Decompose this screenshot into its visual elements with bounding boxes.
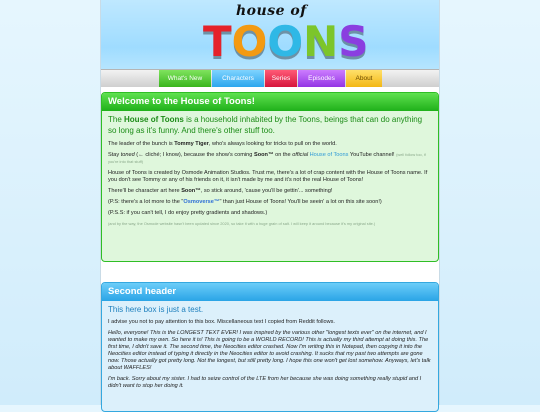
logo-letter: N <box>303 17 339 66</box>
second-paragraph: I advise you not to pay attention to this box. Miscellaneous text I copied from Reddit follows. <box>108 319 335 325</box>
text: The leader of the bunch is <box>108 141 175 147</box>
text: There'll be character art here <box>108 188 182 194</box>
paragraph-created-by: House of Toons is created by Osmode Animation Studios. Trust me, there's a lot of crap content with the House of Toons name. If you don't see Tommy or any of his friends on it, it isn't made by me and it's not the real House of Toons! <box>108 170 428 183</box>
logo-letter: O <box>267 17 304 66</box>
text: " than just House of Toons! You'll be seein' a lot on this site soon!) <box>219 199 382 205</box>
website-note: (and by the way, the Osmode website hasn't been updated since 2020, so take it with a huge grain of salt. I will keep it around because it's my original site.) <box>108 221 376 226</box>
nav-series[interactable]: Series <box>265 70 297 87</box>
second-body <box>102 301 438 390</box>
nav-about[interactable]: About <box>346 70 382 87</box>
logo-letter: T <box>203 17 232 66</box>
site-header <box>101 0 439 87</box>
main-nav <box>101 69 439 87</box>
text: toned <box>120 152 135 158</box>
text: , who's always looking for tricks to pull on the world. <box>208 141 337 147</box>
welcome-title: Welcome to the House of Toons! <box>102 93 438 111</box>
youtube-channel-link[interactable]: House of Toons <box>309 152 349 158</box>
paragraph-character-art <box>108 188 432 195</box>
text: Stay <box>108 152 121 158</box>
text: (← cliché; I know), because the show's coming <box>134 152 254 158</box>
text: Soon™ <box>253 152 274 158</box>
lead-text: is a household inhabited by the Toons, beings that can do anything so long as it's funny. And there's other stuff too. <box>108 115 423 135</box>
nav-whats-new[interactable]: What's New <box>159 70 211 87</box>
welcome-box <box>101 92 439 262</box>
welcome-body <box>102 111 438 226</box>
paragraph-pss: (P.S.S: if you can't tell, I do enjoy pretty gradients and shadows.) <box>108 210 268 216</box>
logo-top-text: house of <box>236 3 307 19</box>
small-note: (well follow too, if you're into that stuff) <box>108 152 426 164</box>
lead-bold: House of Toons <box>124 115 184 124</box>
text: YouTube channel! <box>348 152 395 158</box>
paragraph-leader <box>108 141 432 148</box>
text: (P.S: there's a lot more to the " <box>108 199 184 205</box>
nav-episodes[interactable]: Episodes <box>298 70 345 87</box>
second-paragraph: Hello, everyone! This is the LONGEST TEXT EVER! I was inspired by the various other "longest texts ever" on the internet, and I wanted to make my own. So here it is! This is going to be a WORLD RECORD! This is actually my third attempt at doing this. The first time, I didn't save it. The second time, the Neocities editor crashed. Now I'm writing this in Notepad, then copying it into the Neocities editor instead of typing it directly in the Neocities editor to avoid crashing. It sucks that my past two attempts are gone now. Those actually got pretty long. Not the longest, but still pretty long. I hope this one won't get lost somehow. Anyways, let's talk about WAFFLES! <box>108 330 431 371</box>
second-lead: This here box is just a test. <box>108 305 204 314</box>
second-paragraph: I'm back. Sorry about my sister. I had to seize control of the LTE from her because she was doing something really stupid and I didn't want to stop her doing it. <box>108 376 422 389</box>
second-title: Second header <box>102 283 438 301</box>
text: official <box>292 152 309 158</box>
text: , so stick around, 'cause you'll be gettin'... something! <box>200 188 333 194</box>
paragraph-osmoverse <box>108 199 432 206</box>
second-box <box>101 282 439 412</box>
osmoverse-link[interactable]: Osmoverse™ <box>183 199 220 205</box>
welcome-lead <box>108 115 432 136</box>
lead-text: The <box>108 115 125 124</box>
paragraph-stay-toned <box>108 152 432 166</box>
page-column <box>100 0 440 405</box>
nav-characters[interactable]: Characters <box>212 70 264 87</box>
logo-letter: S <box>338 17 369 66</box>
text: Soon™ <box>181 188 201 194</box>
site-logo[interactable] <box>203 18 369 66</box>
text: on the <box>273 152 293 158</box>
tommy-tiger-name: Tommy Tiger <box>174 141 209 147</box>
logo-letter: O <box>231 17 268 66</box>
